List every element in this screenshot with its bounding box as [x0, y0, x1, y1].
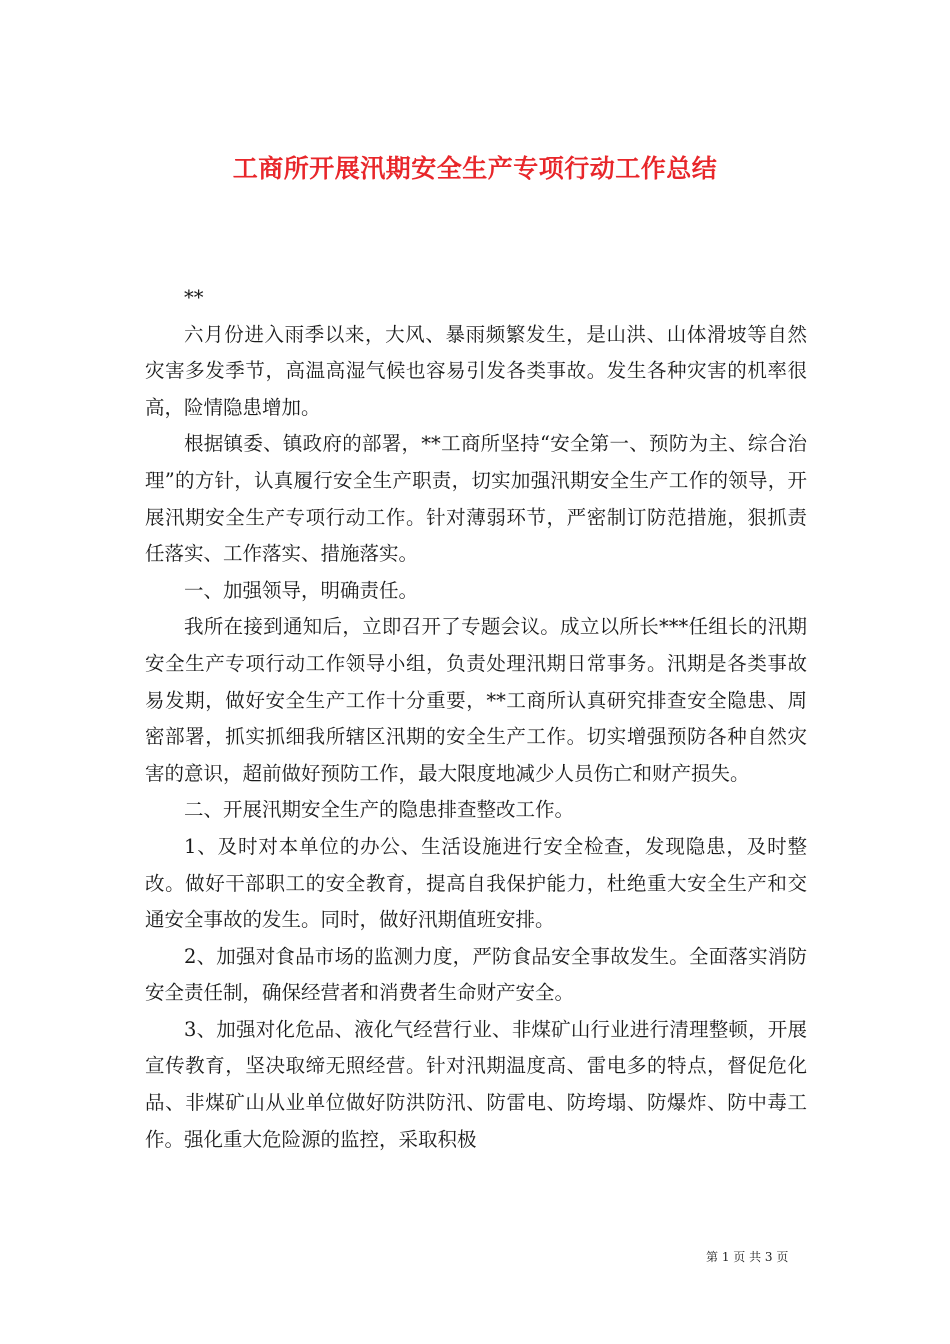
paragraph-marker: **	[184, 286, 204, 309]
section-heading: 二、开展汛期安全生产的隐患排查整改工作。	[184, 798, 575, 822]
paragraph: 根据镇委、镇政府的部署，**工商所坚持“安全第一、预防为主、综合治理”的方针，认真履行安全生产职责，切实加强汛期安全生产工作的领导，开展汛期安全生产专项行动工作。针对薄弱环节，严密制订防范措施，狠抓责任落实、工作落实、措施落实。	[145, 432, 807, 566]
list-item: 3、加强对化危品、液化气经营行业、非煤矿山行业进行清理整顿，开展宣传教育，坚决取缔无照经营。针对汛期温度高、雷电多的特点，督促危化品、非煤矿山从业单位做好防洪防汛、防雷电、防垮塌、防爆炸、防中毒工作。强化重大危险源的监控，采取积极	[145, 1017, 807, 1151]
document-body	[145, 280, 807, 1158]
document-title: 工商所开展汛期安全生产专项行动工作总结	[232, 153, 718, 183]
section-heading: 一、加强领导，明确责任。	[184, 578, 419, 602]
list-item: 1、及时对本单位的办公、生活设施进行安全检查，发现隐患，及时整改。做好干部职工的安全教育，提高自我保护能力，杜绝重大安全生产和交通安全事故的发生。同时，做好汛期值班安排。	[145, 834, 807, 932]
paragraph: 六月份进入雨季以来，大风、暴雨频繁发生，是山洪、山体滑坡等自然灾害多发季节，高温高湿气候也容易引发各类事故。发生各种灾害的机率很高，险情隐患增加。	[145, 322, 807, 419]
paragraph: 我所在接到通知后，立即召开了专题会议。成立以所长***任组长的汛期安全生产专项行动工作领导小组，负责处理汛期日常事务。汛期是各类事故易发期，做好安全生产工作十分重要，**工商所认真研究排查安全隐患、周密部署，抓实抓细我所辖区汛期的安全生产工作。切实增强预防各种自然灾害的意识，超前做好预防工作，最大限度地减少人员伤亡和财产损失。	[145, 615, 807, 785]
list-item: 2、加强对食品市场的监测力度，严防食品安全事故发生。全面落实消防安全责任制，确保经营者和消费者生命财产安全。	[145, 944, 807, 1005]
page-number: 第 1 页 共 3 页	[706, 1250, 789, 1264]
